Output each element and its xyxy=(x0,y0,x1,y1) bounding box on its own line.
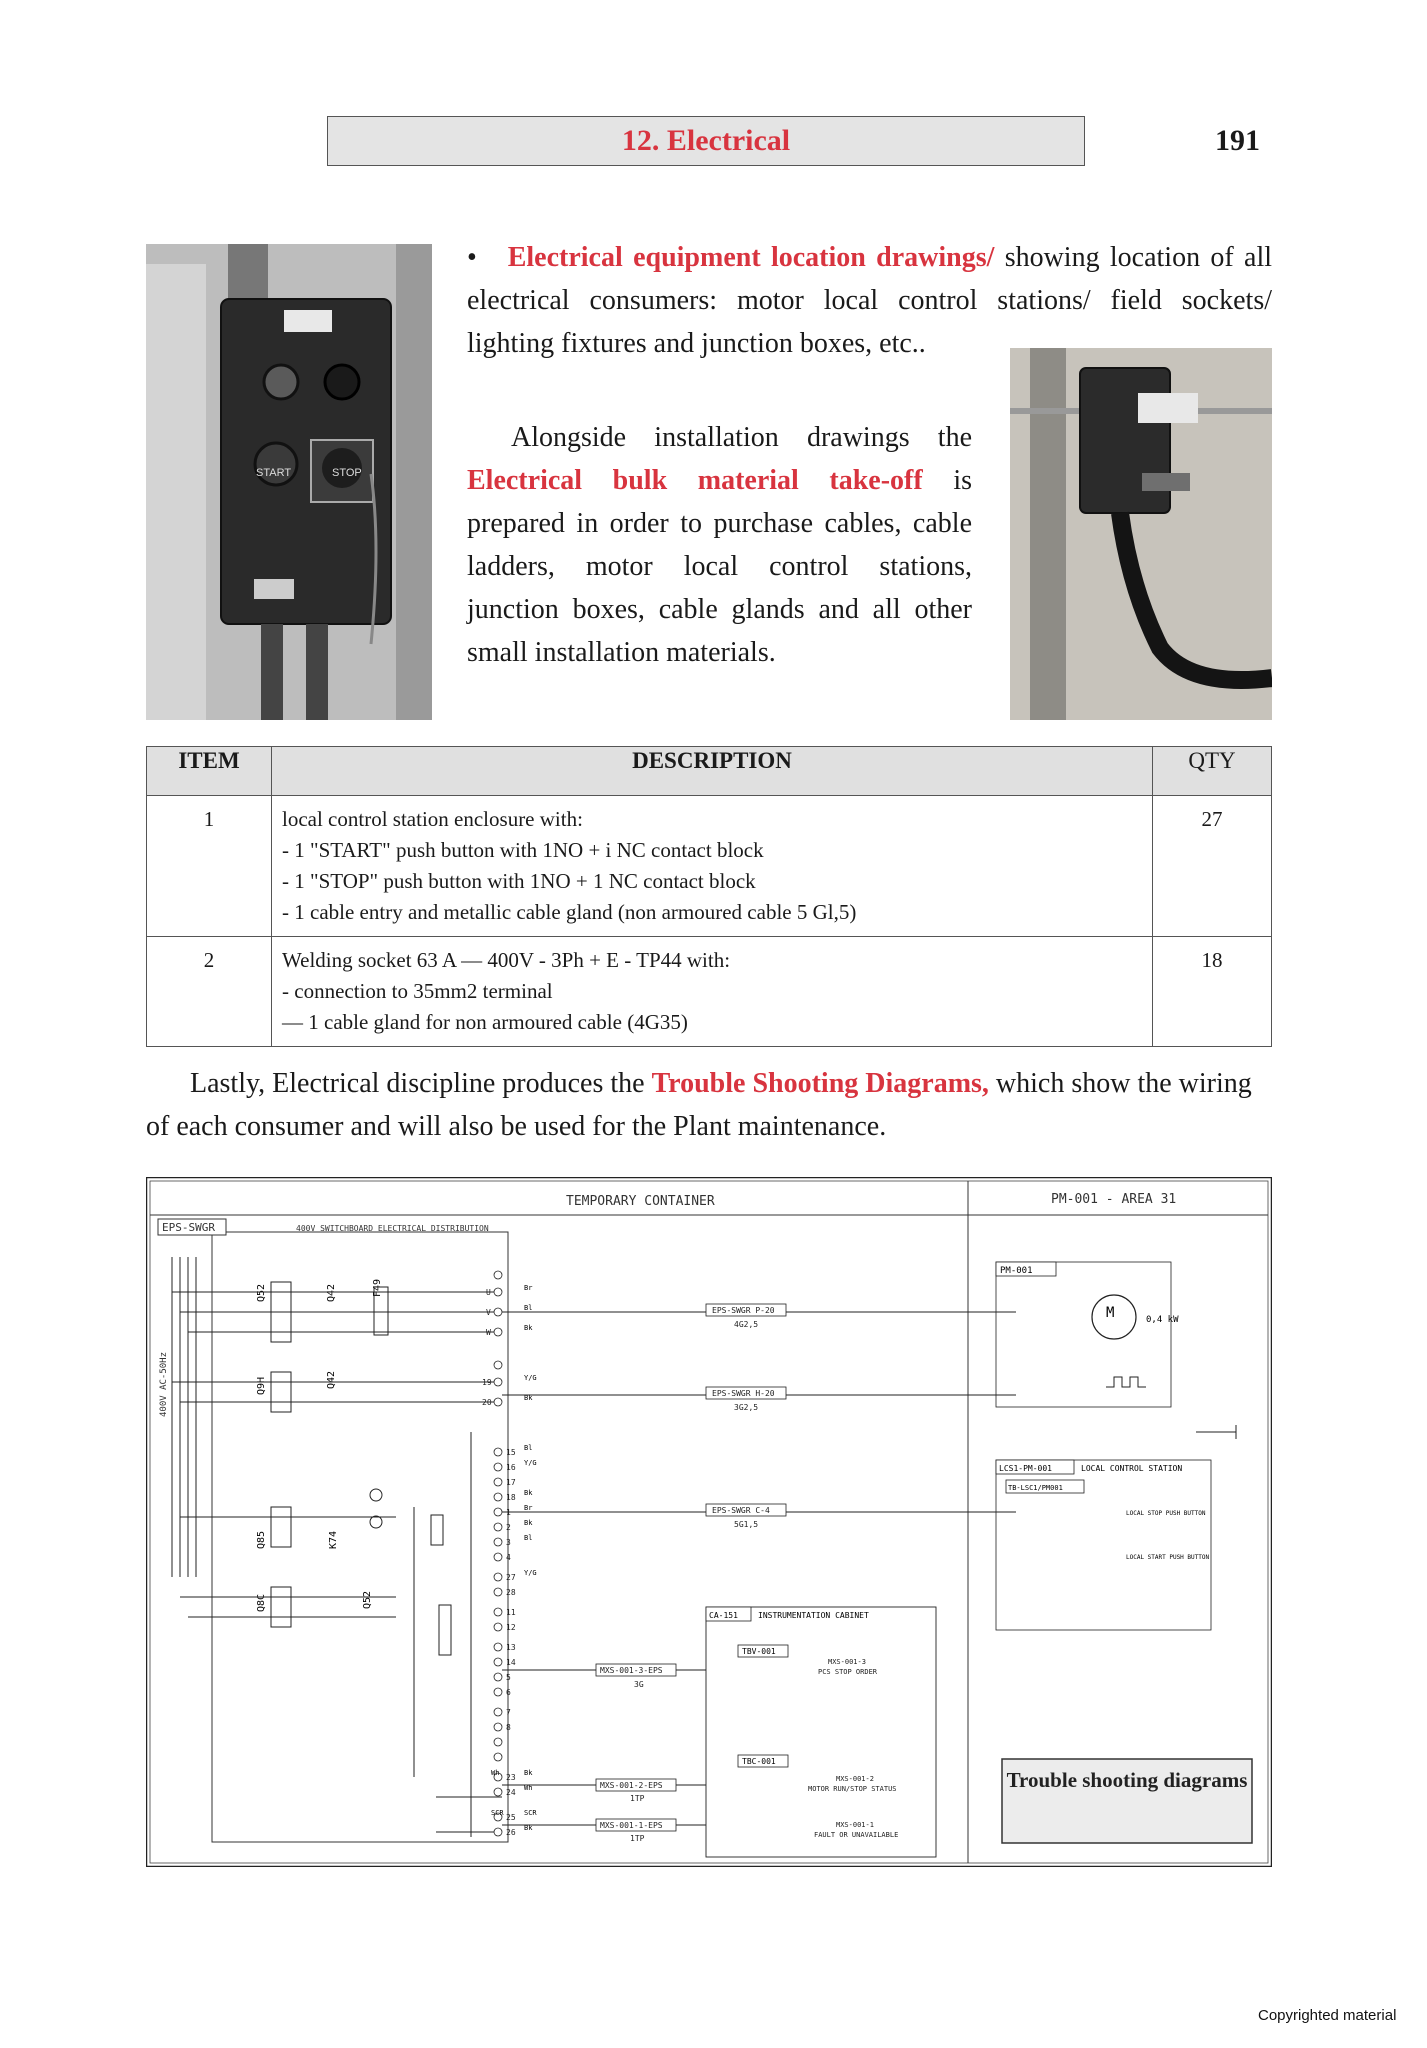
bulk-material-paragraph xyxy=(467,416,972,674)
description-line: Welding socket 63 A — 400V - 3Ph + E - TP44 with: xyxy=(282,948,731,972)
wire-color-label: Bk xyxy=(524,1394,533,1402)
lcs-title: LOCAL CONTROL STATION xyxy=(1081,1464,1183,1473)
terminal-label: 7 xyxy=(506,1708,511,1717)
terminal-label: 16 xyxy=(506,1463,516,1472)
terminal-label: 2 xyxy=(506,1523,511,1532)
closing-text-1: Lastly, Electrical discipline produces the xyxy=(190,1068,652,1099)
row-description xyxy=(272,796,1153,937)
wire-color-label: Bl xyxy=(524,1534,533,1542)
terminal-label: 28 xyxy=(506,1588,516,1597)
terminal-label: 5 xyxy=(506,1673,511,1682)
signal-tag: MXS-001-1 xyxy=(836,1821,874,1829)
highlight-trouble-shooting: Trouble Shooting Diagrams, xyxy=(651,1068,989,1099)
start-label: START xyxy=(256,467,292,479)
terminal-label: 27 xyxy=(506,1573,516,1582)
photo-local-control-station xyxy=(146,244,432,720)
breaker-label: Q9H xyxy=(256,1376,267,1395)
wire-color-label: Bk xyxy=(524,1519,533,1527)
highlight-bulk-material: Electrical bulk material take-off xyxy=(467,465,923,496)
breaker-label: Q85 xyxy=(256,1530,267,1549)
wire-color-label: Bk xyxy=(524,1769,533,1777)
description-line: - connection to 35mm2 terminal xyxy=(282,979,553,1003)
tbv-tag: TBV-001 xyxy=(742,1647,776,1656)
header-item: ITEM xyxy=(147,747,272,796)
cable-spec: 3G2,5 xyxy=(734,1403,759,1412)
lcs-terminal-block: TB-LSC1/PM001 xyxy=(1008,1484,1063,1492)
terminal-label: 20 xyxy=(482,1398,492,1407)
cable-tag: EPS-SWGR H-20 xyxy=(712,1389,775,1398)
terminal-label: 6 xyxy=(506,1688,511,1697)
closing-paragraph xyxy=(146,1062,1272,1148)
wire-color-label: Bl xyxy=(524,1304,533,1312)
container-title: TEMPORARY CONTAINER xyxy=(566,1194,715,1209)
motor-symbol: M xyxy=(1106,1305,1115,1321)
wiring-diagram-svg xyxy=(146,1177,1272,1867)
swgr-tag: EPS-SWGR xyxy=(162,1221,215,1234)
terminal-label: 12 xyxy=(506,1623,516,1632)
terminal-label: 11 xyxy=(506,1608,516,1617)
cabinet-tag: CA-151 xyxy=(709,1611,738,1620)
table-header-row xyxy=(147,747,1272,796)
intro-paragraph xyxy=(467,236,1272,365)
motor-rating: 0,4 kW xyxy=(1146,1315,1179,1325)
wire-color-label: Bk xyxy=(524,1824,533,1832)
row-item: 1 xyxy=(147,796,272,937)
stop-label: STOP xyxy=(332,467,362,479)
intro-text-2a: Alongside installation drawings the xyxy=(511,422,972,453)
terminal-label: 13 xyxy=(506,1643,516,1652)
cable-tag: MXS-001-2-EPS xyxy=(600,1781,663,1790)
wire-color-label: Bl xyxy=(524,1444,533,1452)
row-item: 2 xyxy=(147,937,272,1047)
lcs-start-label: LOCAL START PUSH BUTTON xyxy=(1126,1554,1210,1561)
terminal-label: 15 xyxy=(506,1448,516,1457)
cabinet-title: INSTRUMENTATION CABINET xyxy=(758,1611,869,1620)
tbc-tag: TBC-001 xyxy=(742,1757,776,1766)
bullet: • xyxy=(467,242,477,273)
cable-spec: 1TP xyxy=(630,1834,645,1843)
signal-tag: MXS-001-2 xyxy=(836,1775,874,1783)
wire-color-label: Br xyxy=(524,1504,533,1512)
motor-tag: PM-001 xyxy=(1000,1266,1033,1276)
description-line: - 1 "STOP" push button with 1NO + 1 NC contact block xyxy=(282,869,756,893)
terminal-label: 4 xyxy=(506,1553,511,1562)
wire-color-label: Wh xyxy=(524,1784,533,1792)
breaker-label: F49 xyxy=(372,1278,383,1297)
table-row xyxy=(147,796,1272,937)
row-description xyxy=(272,937,1153,1047)
terminal-label: 18 xyxy=(506,1493,516,1502)
wire-color-label: SCR xyxy=(491,1809,504,1817)
description-line: — 1 cable gland for non armoured cable (4G35) xyxy=(282,1010,688,1034)
breaker-label: Q42 xyxy=(326,1370,337,1389)
cable-tag: MXS-001-3-EPS xyxy=(600,1666,663,1675)
header-description: DESCRIPTION xyxy=(272,747,1153,796)
terminal-label: W xyxy=(486,1328,491,1337)
terminal-label: 3 xyxy=(506,1538,511,1547)
terminal-label: 8 xyxy=(506,1723,511,1732)
signal-description: PCS STOP ORDER xyxy=(818,1668,878,1676)
lcs-stop-label: LOCAL STOP PUSH BUTTON xyxy=(1126,1510,1206,1517)
wire-color-label: Bk xyxy=(524,1489,533,1497)
breaker-label: Q8C xyxy=(256,1593,267,1612)
description-line: local control station enclosure with: xyxy=(282,807,583,831)
page-number: 191 xyxy=(1215,124,1260,157)
wire-color-label: Y/G xyxy=(524,1459,537,1467)
row-qty: 27 xyxy=(1153,796,1272,937)
highlight-equipment-location: Electrical equipment location drawings/ xyxy=(507,242,995,273)
cable-spec: 3G xyxy=(634,1680,644,1689)
breaker-label: Q52 xyxy=(256,1283,267,1302)
supply-label: 400V AC-50Hz xyxy=(159,1351,169,1417)
chapter-title: 12. Electrical xyxy=(621,124,791,157)
signal-description: FAULT OR UNAVAILABLE xyxy=(814,1831,899,1839)
closing-text-2: which show the wiring of each consumer and will also be used for the Plant maintenance. xyxy=(146,1068,1252,1142)
area-title: PM-001 - AREA 31 xyxy=(1051,1192,1177,1207)
wire-color-label: Bk xyxy=(524,1324,533,1332)
swgr-description: 400V SWITCHBOARD ELECTRICAL DISTRIBUTION xyxy=(296,1224,489,1233)
row-qty: 18 xyxy=(1153,937,1272,1047)
terminal-label: 1 xyxy=(506,1508,511,1517)
diagram-caption: Trouble shooting diagrams xyxy=(1006,1768,1248,1792)
description-line: - 1 cable entry and metallic cable gland (non armoured cable 5 Gl,5) xyxy=(282,900,857,924)
photo-welding-socket xyxy=(1010,348,1272,720)
terminal-label: V xyxy=(486,1308,491,1317)
terminal-label: 24 xyxy=(506,1788,516,1797)
table-row xyxy=(147,937,1272,1047)
terminal-label: U xyxy=(486,1288,491,1297)
cable-tag: EPS-SWGR P-20 xyxy=(712,1306,775,1315)
terminal-label: 23 xyxy=(506,1773,516,1782)
cable-spec: 5G1,5 xyxy=(734,1520,759,1529)
terminal-label: 19 xyxy=(482,1378,492,1387)
signal-description: MOTOR RUN/STOP STATUS xyxy=(808,1785,897,1793)
copyright-notice: Copyrighted material xyxy=(1258,2007,1397,2024)
cable-spec: 1TP xyxy=(630,1794,645,1803)
breaker-label: Q42 xyxy=(326,1283,337,1302)
chapter-title-box xyxy=(327,116,1085,166)
breaker-label: K74 xyxy=(328,1530,339,1549)
intro-text-1: showing location of all electrical consumers: motor local control stations/ field sockets/ lighting fixtures and junction boxes, etc.. xyxy=(467,242,1272,359)
signal-tag: MXS-001-3 xyxy=(828,1658,866,1666)
welding-socket-illustration xyxy=(1010,348,1272,720)
wire-color-label: Br xyxy=(524,1284,533,1292)
terminal-label: 14 xyxy=(506,1658,516,1667)
header-qty: QTY xyxy=(1153,747,1272,796)
terminal-label: 25 xyxy=(506,1813,516,1822)
description-line: - 1 "START" push button with 1NO + i NC contact block xyxy=(282,838,764,862)
trouble-shooting-diagram xyxy=(146,1177,1272,1867)
cable-tag: MXS-001-1-EPS xyxy=(600,1821,663,1830)
terminal-label: 17 xyxy=(506,1478,516,1487)
terminal-label: 26 xyxy=(506,1828,516,1837)
cable-tag: EPS-SWGR C-4 xyxy=(712,1506,770,1515)
intro-text-2b: is prepared in order to purchase cables, cable ladders, motor local control stations, junction boxes, cable glands and all other small installation materials. xyxy=(467,465,972,668)
local-control-station-illustration xyxy=(146,244,432,720)
cable-spec: 4G2,5 xyxy=(734,1320,759,1329)
wire-color-label: Wh xyxy=(491,1769,500,1777)
wire-color-label: SCR xyxy=(524,1809,537,1817)
wire-color-label: Y/G xyxy=(524,1374,537,1382)
breaker-label: Q52 xyxy=(362,1590,373,1609)
wire-color-label: Y/G xyxy=(524,1569,537,1577)
lcs-tag: LCS1-PM-001 xyxy=(999,1464,1052,1473)
bulk-material-table xyxy=(146,746,1272,1047)
